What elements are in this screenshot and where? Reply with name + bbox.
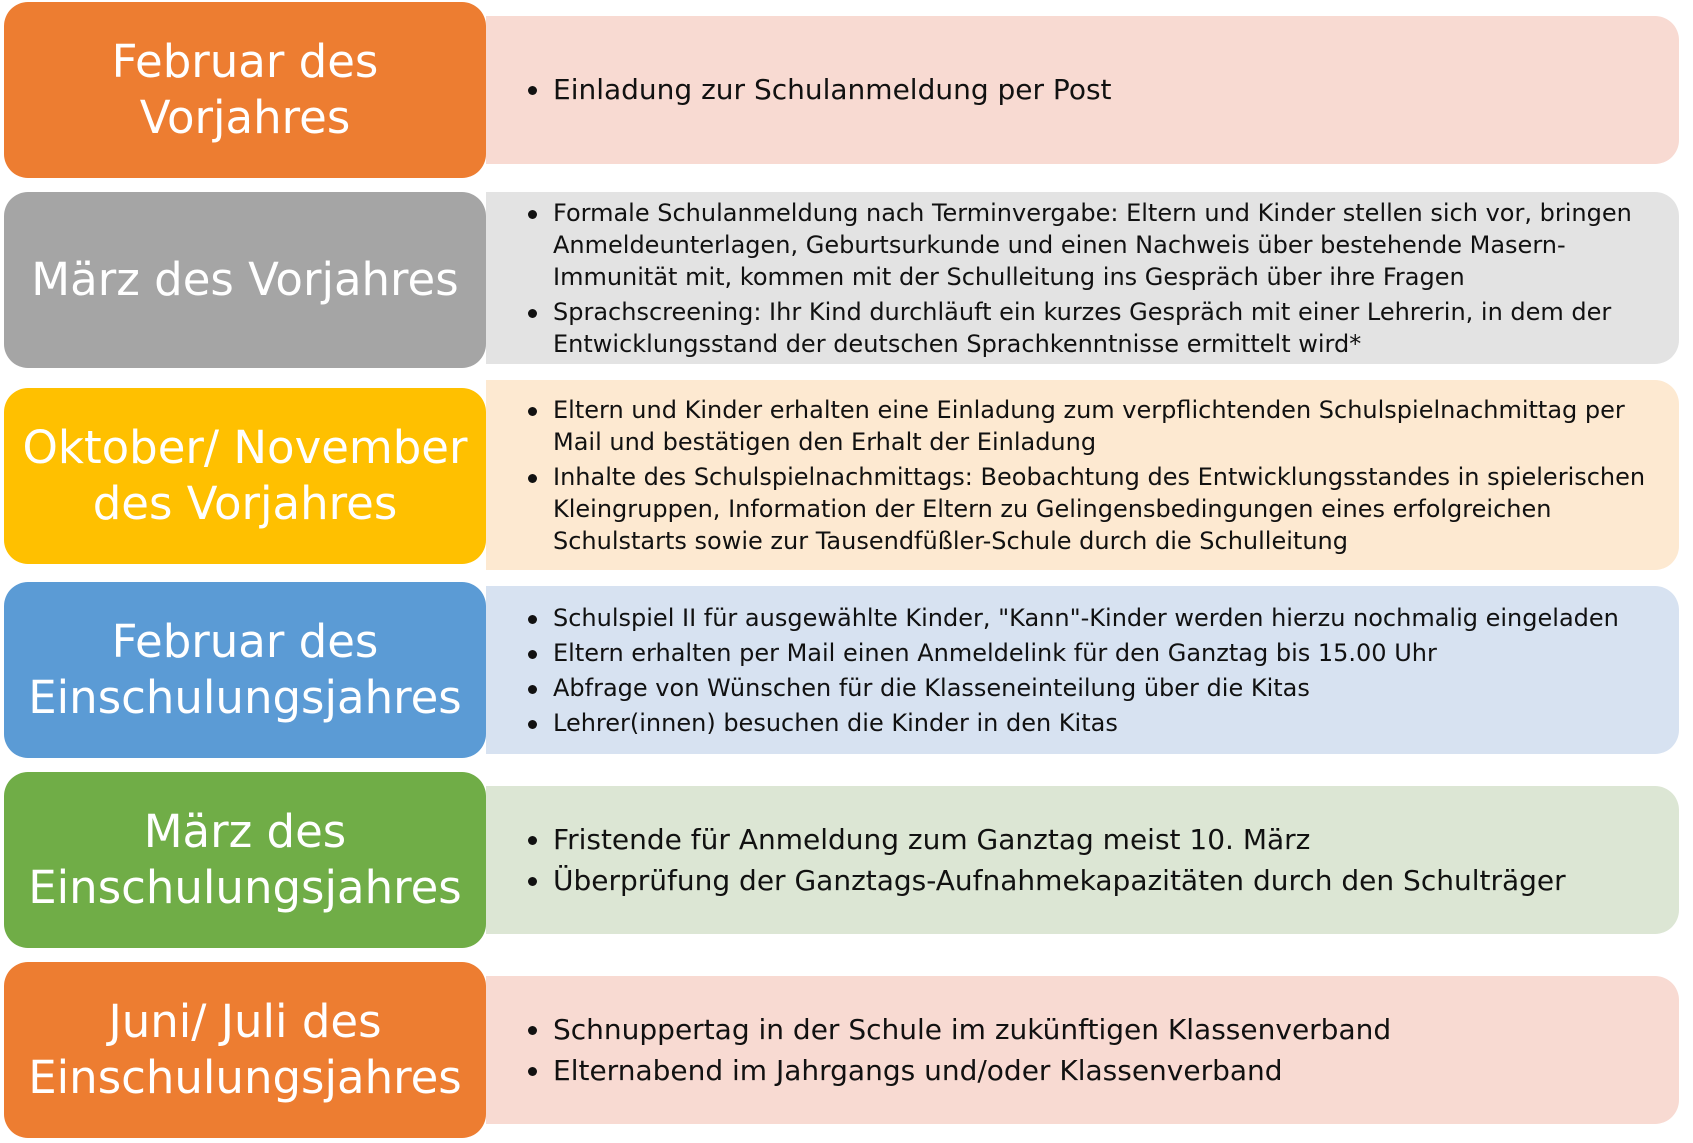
period-label-1: [4, 2, 486, 178]
timeline-row-2: [0, 190, 1693, 372]
detail-item: Einladung zur Schulanmeldung per Post: [526, 70, 1112, 110]
period-label-4: [4, 582, 486, 758]
detail-list: [526, 1009, 1391, 1092]
detail-list: [526, 599, 1619, 742]
detail-item: Elternabend im Jahrgangs und/oder Klassenverband: [526, 1051, 1391, 1091]
detail-box-4: [486, 586, 1679, 754]
detail-item: Formale Schulanmeldung nach Terminvergabe: Eltern und Kinder stellen sich vor, bringen Anmeldeunterlagen, Geburtsurkunde und einen Nachweis über bestehende Masern-Immunität mit, kommen mit der Schulleitung ins Gespräch über ihre Fragen: [526, 197, 1649, 293]
period-label-2: [4, 192, 486, 368]
period-label-text: Februar des Vorjahres: [111, 35, 379, 144]
period-label-3: [4, 388, 486, 564]
detail-list: [526, 194, 1649, 363]
period-label-6: [4, 962, 486, 1138]
detail-item: Schulspiel II für ausgewählte Kinder, "Kann"-Kinder werden hierzu nochmalig eingeladen: [526, 602, 1619, 634]
period-label-text: März des Vorjahres: [31, 253, 459, 306]
period-label-text: Juni/ Juli des Einschulungsjahres: [28, 995, 462, 1104]
detail-item: Eltern und Kinder erhalten eine Einladung zum verpflichtenden Schulspielnachmittag per Mail und bestätigen den Erhalt der Einladung: [526, 394, 1649, 458]
detail-item: Inhalte des Schulspielnachmittags: Beobachtung des Entwicklungsstandes in spielerischen Kleingruppen, Information der Eltern zu Gelingensbedingungen eines erfolgreichen Schulstarts sowie zur Tausendfüßler-Schule durch die Schulleitung: [526, 461, 1649, 557]
detail-list: [526, 69, 1112, 111]
detail-box-1: [486, 16, 1679, 164]
timeline-row-1: [0, 0, 1693, 182]
timeline-row-6: [0, 960, 1693, 1142]
detail-list: [526, 819, 1566, 902]
timeline-row-3: [0, 384, 1693, 566]
period-label-5: [4, 772, 486, 948]
detail-box-5: [486, 786, 1679, 934]
detail-list: [526, 391, 1649, 560]
timeline-row-4: [0, 578, 1693, 760]
detail-item: Eltern erhalten per Mail einen Anmeldelink für den Ganztag bis 15.00 Uhr: [526, 637, 1619, 669]
detail-box-3: [486, 380, 1679, 570]
timeline-row-5: [0, 770, 1693, 952]
detail-item: Sprachscreening: Ihr Kind durchläuft ein kurzes Gespräch mit einer Lehrerin, in dem der Entwicklungsstand der deutschen Sprachkenntnisse ermittelt wird*: [526, 296, 1649, 360]
detail-item: Abfrage von Wünschen für die Klasseneinteilung über die Kitas: [526, 672, 1619, 704]
detail-box-6: [486, 976, 1679, 1124]
detail-item: Lehrer(innen) besuchen die Kinder in den Kitas: [526, 707, 1619, 739]
period-label-text: Februar des Einschulungsjahres: [28, 615, 462, 724]
detail-item: Fristende für Anmeldung zum Ganztag meist 10. März: [526, 820, 1566, 860]
detail-item: Überprüfung der Ganztags-Aufnahmekapazitäten durch den Schulträger: [526, 861, 1566, 901]
period-label-text: Oktober/ November des Vorjahres: [22, 421, 468, 530]
detail-item: Schnuppertag in der Schule im zukünftigen Klassenverband: [526, 1010, 1391, 1050]
detail-box-2: [486, 192, 1679, 364]
period-label-text: März des Einschulungsjahres: [28, 805, 462, 914]
